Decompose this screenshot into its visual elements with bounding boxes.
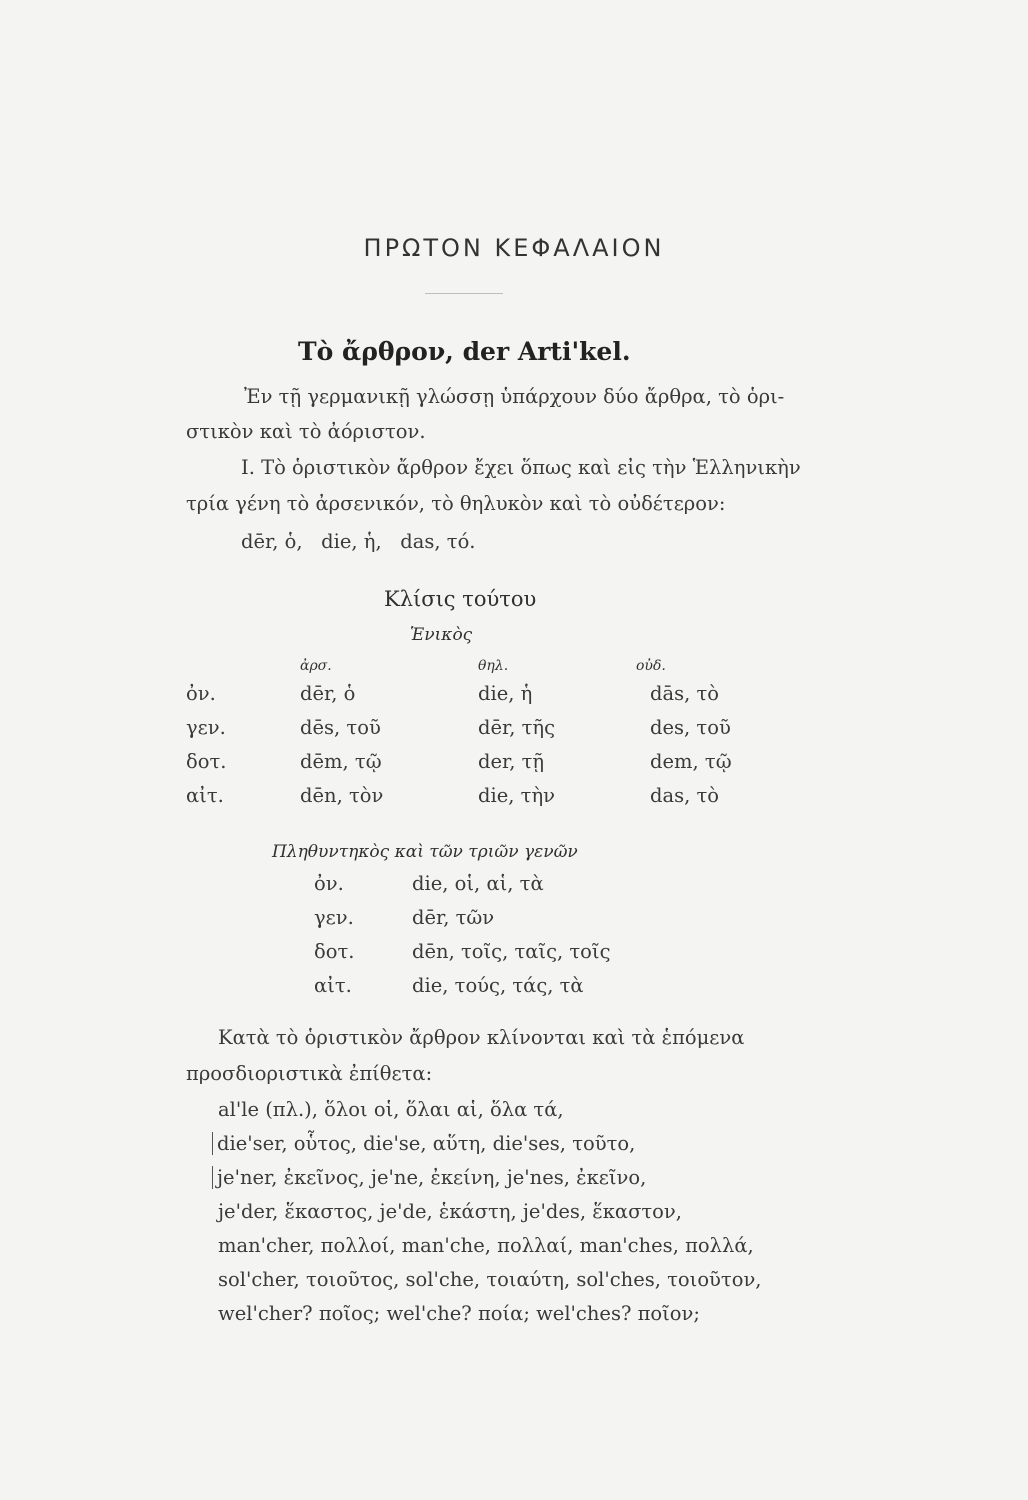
- table-cell: der, τῇ: [478, 750, 545, 773]
- section-heading: Τὸ ἄρθρον, der Arti'kel.: [298, 337, 631, 366]
- determiners-intro-line-2: προσδιοριστικὰ ἐπίθετα:: [186, 1062, 433, 1085]
- declension-title: Κλίσις τούτου: [384, 587, 537, 611]
- chapter-title: ΠΡΩΤΟΝ ΚΕΦΑΛΑΙΟΝ: [363, 234, 665, 262]
- list-item: al'le (πλ.), ὅλοι οἱ, ὅλαι αἱ, ὅλα τά,: [218, 1098, 564, 1121]
- table-cell: dās, τὸ: [650, 682, 720, 705]
- point1-line-1: I. Τὸ ὁριστικὸν ἄρθρον ἔχει ὅπως καὶ εἰς τὴν Ἑλληνικὴν: [241, 456, 801, 479]
- table-cell: dēs, τοῦ: [300, 716, 381, 739]
- header-masc: ἀρσ.: [300, 658, 332, 674]
- case-label: δοτ.: [186, 750, 227, 773]
- determiners-intro-line-1: Κατὰ τὸ ὁριστικὸν ἄρθρον κλίνονται καὶ τὰ ἑπόμενα: [218, 1026, 745, 1049]
- case-label: ὀν.: [314, 872, 344, 895]
- title-divider: [425, 293, 503, 294]
- table-cell: dēr, ὁ: [300, 682, 356, 705]
- table-cell: die, τὴν: [478, 784, 555, 807]
- table-cell: dem, τῷ: [650, 750, 732, 773]
- table-cell: die, ἡ: [478, 682, 533, 705]
- case-label: αἰτ.: [186, 784, 224, 807]
- header-fem: θηλ.: [478, 658, 509, 674]
- table-cell: das, τὸ: [650, 784, 720, 807]
- table-cell: dēn, τοῖς, ταῖς, τοῖς: [412, 940, 611, 963]
- case-label: γεν.: [186, 716, 226, 739]
- table-cell: dēm, τῷ: [300, 750, 382, 773]
- table-cell: dēn, τὸν: [300, 784, 384, 807]
- intro-line-1: Ἐν τῇ γερμανικῇ γλώσσῃ ὑπάρχουν δύο ἄρθρα, τὸ ὁρι-: [244, 385, 785, 408]
- plural-label: Πληθυντηκὸς καὶ τῶν τριῶν γενῶν: [272, 842, 578, 862]
- list-item: man'cher, πολλοί, man'che, πολλαί, man'ches, πολλά,: [218, 1234, 754, 1257]
- table-cell: die, οἱ, αἱ, τὰ: [412, 872, 544, 895]
- list-item: je'ner, ἐκεῖνος, je'ne, ἐκείνη, je'nes, ἐκεῖνο,: [212, 1166, 646, 1189]
- case-label: γεν.: [314, 906, 354, 929]
- list-item: je'der, ἕκαστος, je'de, ἑκάστη, je'des, ἕκαστον,: [218, 1200, 682, 1223]
- table-cell: dēr, τῆς: [478, 716, 555, 739]
- list-item: sol'cher, τοιοῦτος, sol'che, τοιαύτη, sol'ches, τοιοῦτον,: [218, 1268, 762, 1291]
- header-neut: οὐδ.: [636, 658, 666, 674]
- case-label: ὀν.: [186, 682, 216, 705]
- list-item: die'ser, οὗτος, die'se, αὕτη, die'ses, τοῦτο,: [212, 1132, 635, 1155]
- table-cell: dēr, τῶν: [412, 906, 495, 929]
- table-cell: die, τούς, τάς, τὰ: [412, 974, 584, 997]
- article-forms: dēr, ὁ, die, ἡ, das, τό.: [241, 530, 476, 553]
- point1-line-2: τρία γένη τὸ ἀρσενικόν, τὸ θηλυκὸν καὶ τὸ οὐδέτερον:: [186, 492, 726, 515]
- case-label: δοτ.: [314, 940, 355, 963]
- case-label: αἰτ.: [314, 974, 352, 997]
- table-cell: des, τοῦ: [650, 716, 731, 739]
- singular-label: Ἑνικὸς: [410, 625, 473, 645]
- intro-line-2: στικὸν καὶ τὸ ἀόριστον.: [186, 420, 426, 443]
- list-item: wel'cher? ποῖος; wel'che? ποία; wel'ches? ποῖον;: [218, 1302, 700, 1325]
